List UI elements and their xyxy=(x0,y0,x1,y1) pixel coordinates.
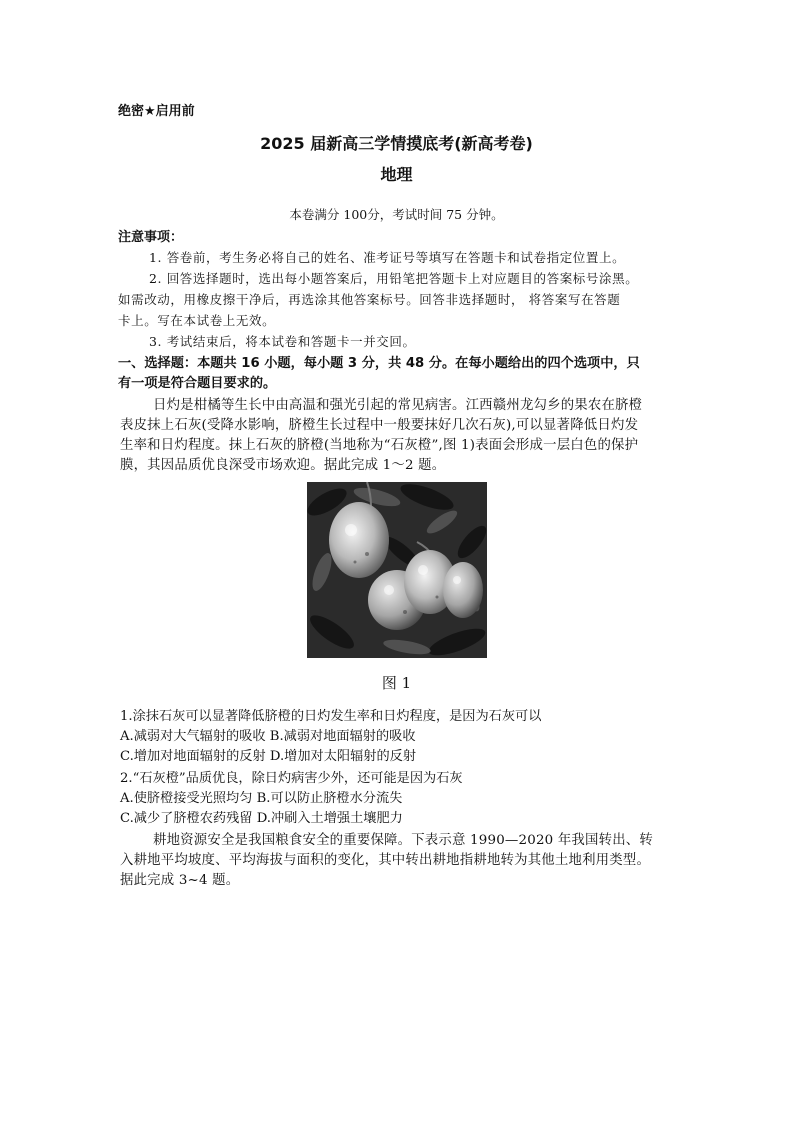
note-line: 2. 回答选择题时，选出每小题答案后，用铅笔把答题卡上对应题目的答案标号涂黑。 xyxy=(149,271,639,286)
question-options: A.减弱对大气辐射的吸收 B.减弱对地面辐射的吸收 xyxy=(120,729,416,744)
note-line: 3. 考试结束后，将本试卷和答题卡一并交回。 xyxy=(149,334,416,349)
question-options: C.减少了脐橙农药残留 D.冲刷入土增强土壤肥力 xyxy=(120,811,403,826)
passage-line: 膜，其因品质优良深受市场欢迎。据此完成 1～2 题。 xyxy=(120,458,446,473)
section-heading: 有一项是符合题目要求的。 xyxy=(118,376,277,391)
subject-title: 地理 xyxy=(380,165,413,184)
full-score-note: 本卷满分 100分，考试时间 75 分钟。 xyxy=(289,207,504,222)
passage-line: 入耕地平均坡度、平均海拔与面积的变化，其中转出耕地指耕地转为其他土地利用类型。 xyxy=(120,853,651,868)
figure-caption: 图 1 xyxy=(381,674,412,692)
section-heading: 一、选择题：本题共 16 小题，每小题 3 分，共 48 分。在每小题给出的四个选项中，只 xyxy=(118,356,640,371)
passage-line: 生率和日灼程度。抹上石灰的脐橙(当地称为“石灰橙”,图 1)表面会形成一层白色的保护 xyxy=(120,438,639,453)
passage-line: 据此完成 3~4 题。 xyxy=(120,873,240,888)
notes-heading: 注意事项： xyxy=(118,230,184,245)
question-options: A.使脐橙接受光照均匀 B.可以防止脐橙水分流失 xyxy=(120,791,403,806)
note-line: 1. 答卷前，考生务必将自己的姓名、准考证号等填写在答题卡和试卷指定位置上。 xyxy=(149,250,626,265)
secret-label: 绝密★启用前 xyxy=(118,104,195,119)
passage-line: 表皮抹上石灰(受降水影响，脐橙生长过程中一般要抹好几次石灰),可以显著降低日灼发 xyxy=(120,418,639,433)
exam-title: 2025 届新高三学情摸底考(新高考卷) xyxy=(260,134,533,153)
passage-line: 耕地资源安全是我国粮食安全的重要保障。下表示意 1990—2020 年我国转出、转 xyxy=(153,833,653,848)
note-line: 如需改动，用橡皮擦干净后，再选涂其他答案标号。回答非选择题时， 将答案写在答题 xyxy=(118,292,621,307)
question-stem: 1.涂抹石灰可以显著降低脐橙的日灼发生率和日灼程度，是因为石灰可以 xyxy=(120,709,542,724)
note-line: 卡上。写在本试卷上无效。 xyxy=(118,313,276,328)
passage-line: 日灼是柑橘等生长中由高温和强光引起的常见病害。江西赣州龙勾乡的果农在脐橙 xyxy=(153,398,643,413)
figure-navel-orange-photo xyxy=(307,482,487,658)
question-stem: 2.“石灰橙”品质优良，除日灼病害少外，还可能是因为石灰 xyxy=(120,771,463,786)
question-options: C.增加对地面辐射的反射 D.增加对太阳辐射的反射 xyxy=(120,749,417,764)
